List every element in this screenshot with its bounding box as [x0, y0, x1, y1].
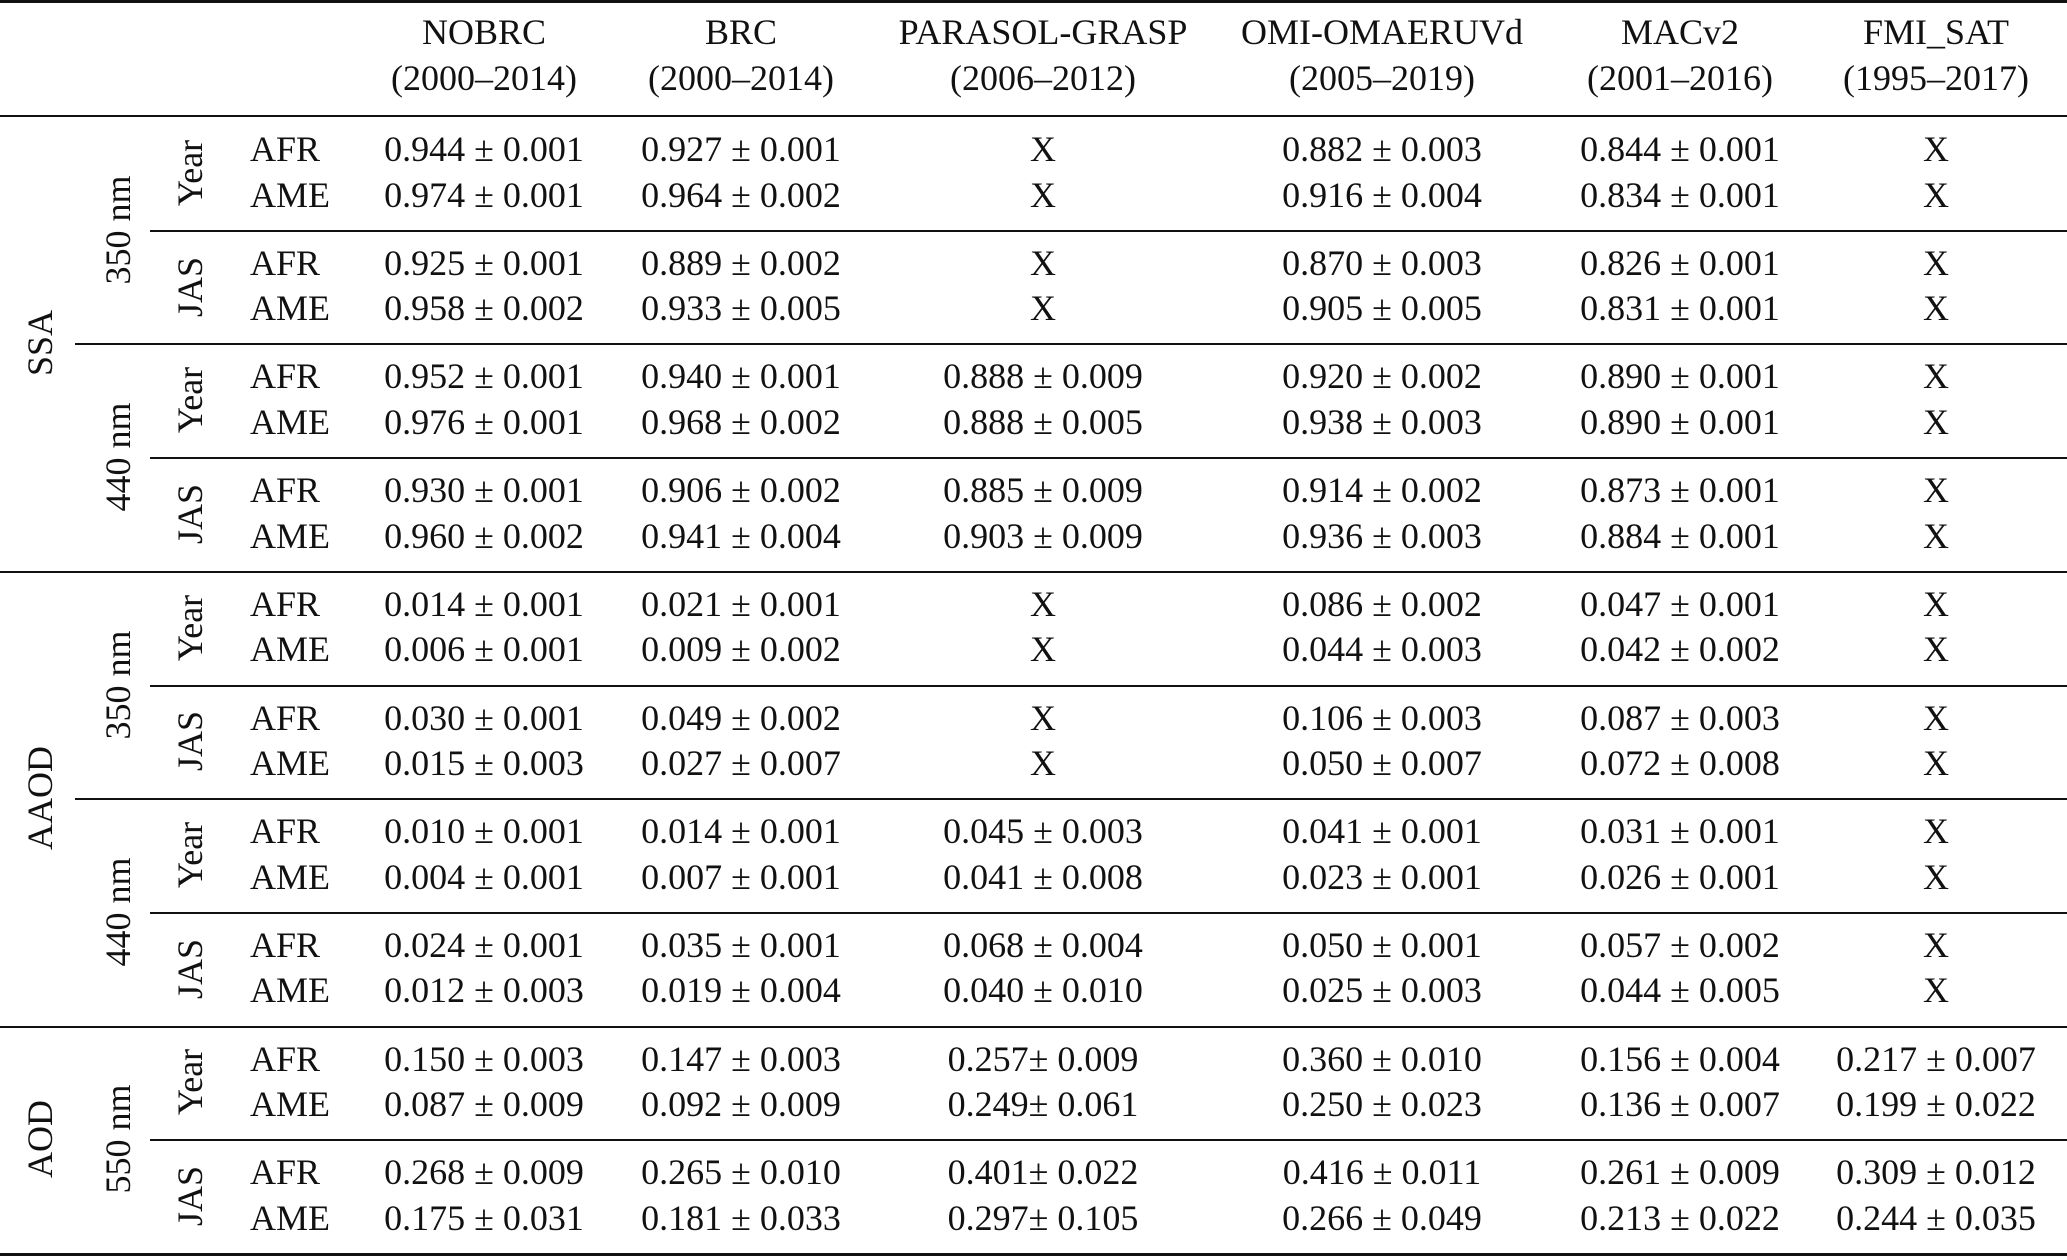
table-cell: 0.261 ± 0.009: [1580, 1152, 1780, 1193]
region-label: AFR: [250, 356, 321, 397]
table-cell: 0.087 ± 0.009: [384, 1084, 584, 1125]
table-cell: 0.938 ± 0.003: [1282, 401, 1482, 442]
table-cell: 0.044 ± 0.003: [1282, 629, 1482, 670]
table-cell: X: [1923, 174, 1949, 215]
table-cell: 0.086 ± 0.002: [1282, 583, 1482, 624]
table-cell: 0.068 ± 0.004: [943, 924, 1143, 965]
table-cell: 0.004 ± 0.001: [384, 856, 584, 897]
table-cell: 0.007 ± 0.001: [641, 856, 841, 897]
table-cell: 0.250 ± 0.023: [1282, 1084, 1482, 1125]
table-cell: 0.045 ± 0.003: [943, 811, 1143, 852]
table-cell: X: [1923, 629, 1949, 670]
table-cell: 0.092 ± 0.009: [641, 1084, 841, 1125]
column-header-period: (2001–2016): [1587, 58, 1773, 98]
column-header-period: (1995–2017): [1843, 58, 2029, 98]
table-cell: 0.914 ± 0.002: [1282, 470, 1482, 511]
table-cell: 0.952 ± 0.001: [384, 356, 584, 397]
table-cell: 0.941 ± 0.004: [641, 515, 841, 556]
table-cell: 0.175 ± 0.031: [384, 1197, 584, 1238]
table-cell: 0.265 ± 0.010: [641, 1152, 841, 1193]
table-cell: 0.906 ± 0.002: [641, 470, 841, 511]
table-cell: X: [1923, 924, 1949, 965]
table-cell: X: [1030, 629, 1056, 670]
table-cell: 0.925 ± 0.001: [384, 242, 584, 283]
table-cell: X: [1923, 697, 1949, 738]
column-header-period: (2006–2012): [950, 58, 1136, 98]
table-cell: 0.831 ± 0.001: [1580, 288, 1780, 329]
table-cell: 0.933 ± 0.005: [641, 288, 841, 329]
table-cell: 0.217 ± 0.007: [1836, 1038, 2036, 1079]
table-cell: 0.882 ± 0.003: [1282, 129, 1482, 169]
table-cell: X: [1923, 401, 1949, 442]
table-cell: 0.050 ± 0.001: [1282, 924, 1482, 965]
table-cell: X: [1923, 515, 1949, 556]
table-cell: 0.106 ± 0.003: [1282, 697, 1482, 738]
table-cell: 0.027 ± 0.007: [641, 743, 841, 783]
wavelength-label: 350 nm: [98, 175, 138, 285]
table-cell: 0.968 ± 0.002: [641, 401, 841, 442]
region-label: AFR: [250, 924, 321, 965]
region-label: AME: [250, 856, 330, 897]
table-cell: 0.257± 0.009: [947, 1038, 1139, 1079]
table-cell: 0.888 ± 0.009: [943, 356, 1143, 397]
table-cell: 0.826 ± 0.001: [1580, 242, 1780, 283]
table-cell: 0.249± 0.061: [947, 1084, 1139, 1125]
column-header-name: NOBRC: [421, 12, 547, 52]
table-cell: X: [1923, 288, 1949, 329]
table-cell: X: [1923, 470, 1949, 511]
table-cell: 0.156 ± 0.004: [1580, 1038, 1780, 1079]
period-label: Year: [170, 367, 210, 434]
table-cell: 0.844 ± 0.001: [1580, 129, 1780, 169]
table-cell: 0.010 ± 0.001: [384, 811, 584, 852]
table-cell: 0.401± 0.022: [947, 1152, 1139, 1193]
table-cell: 0.072 ± 0.008: [1580, 743, 1780, 783]
table-cell: 0.009 ± 0.002: [641, 629, 841, 670]
region-label: AFR: [250, 1038, 321, 1079]
table-cell: 0.150 ± 0.003: [384, 1038, 584, 1079]
wavelength-label: 440 nm: [98, 857, 138, 967]
column-header-period: (2000–2014): [391, 58, 577, 98]
table-cell: X: [1030, 129, 1056, 169]
table-cell: 0.019 ± 0.004: [641, 970, 841, 1011]
table-cell: 0.834 ± 0.001: [1580, 174, 1780, 215]
region-label: AFR: [250, 129, 321, 169]
column-header-name: OMI-OMAERUVd: [1241, 12, 1523, 52]
region-label: AME: [250, 743, 330, 783]
region-label: AFR: [250, 242, 321, 283]
region-label: AME: [250, 174, 330, 215]
region-label: AME: [250, 1197, 330, 1238]
table-cell: X: [1030, 583, 1056, 624]
table-cell: 0.309 ± 0.012: [1836, 1152, 2036, 1193]
table-cell: 0.015 ± 0.003: [384, 743, 584, 783]
period-label: JAS: [170, 711, 210, 772]
table-cell: 0.268 ± 0.009: [384, 1152, 584, 1193]
table-cell: 0.888 ± 0.005: [943, 401, 1143, 442]
region-label: AFR: [250, 583, 321, 624]
region-label: AME: [250, 1084, 330, 1125]
table-cell: 0.047 ± 0.001: [1580, 583, 1780, 624]
table-cell: 0.014 ± 0.001: [641, 811, 841, 852]
table-cell: 0.958 ± 0.002: [384, 288, 584, 329]
period-label: JAS: [170, 938, 210, 999]
period-label: Year: [170, 1049, 210, 1116]
region-label: AFR: [250, 811, 321, 852]
period-divider: [150, 457, 2067, 459]
table-cell: 0.266 ± 0.049: [1282, 1197, 1482, 1238]
region-label: AME: [250, 288, 330, 329]
table-cell: 0.030 ± 0.001: [384, 697, 584, 738]
table-cell: 0.006 ± 0.001: [384, 629, 584, 670]
wavelength-label: 350 nm: [98, 629, 138, 740]
region-label: AME: [250, 515, 330, 556]
quantity-label: AOD: [20, 1100, 60, 1179]
table-cell: 0.023 ± 0.001: [1282, 856, 1482, 897]
table-cell: 0.042 ± 0.002: [1580, 629, 1780, 670]
table-cell: X: [1923, 356, 1949, 397]
table-cell: 0.964 ± 0.002: [641, 174, 841, 215]
region-label: AME: [250, 970, 330, 1011]
region-label: AME: [250, 629, 330, 670]
table-cell: 0.944 ± 0.001: [384, 129, 584, 169]
table-cell: 0.136 ± 0.007: [1580, 1084, 1780, 1125]
period-label: Year: [170, 594, 210, 661]
table-cell: 0.244 ± 0.035: [1836, 1197, 2036, 1238]
table-cell: 0.031 ± 0.001: [1580, 811, 1780, 852]
quantity-label: AAOD: [20, 746, 60, 851]
table-cell: 0.199 ± 0.022: [1836, 1084, 2036, 1125]
table-cell: X: [1030, 697, 1056, 738]
wavelength-label: 440 nm: [98, 402, 138, 512]
table-cell: 0.927 ± 0.001: [641, 129, 841, 169]
table-cell: X: [1030, 288, 1056, 329]
table-cell: 0.035 ± 0.001: [641, 924, 841, 965]
table-cell: 0.057 ± 0.002: [1580, 924, 1780, 965]
table-cell: 0.890 ± 0.001: [1580, 401, 1780, 442]
table-cell: 0.050 ± 0.007: [1282, 743, 1482, 783]
period-label: Year: [170, 139, 210, 207]
table-cell: 0.040 ± 0.010: [943, 970, 1143, 1011]
table-cell: 0.920 ± 0.002: [1282, 356, 1482, 397]
table-cell: 0.041 ± 0.008: [943, 856, 1143, 897]
table-cell: 0.885 ± 0.009: [943, 470, 1143, 511]
region-label: AFR: [250, 697, 321, 738]
column-header-name: PARASOL-GRASP: [898, 12, 1188, 52]
table-cell: 0.049 ± 0.002: [641, 697, 841, 738]
table-cell: 0.147 ± 0.003: [641, 1038, 841, 1079]
table-cell: 0.940 ± 0.001: [641, 356, 841, 397]
wavelength-divider: [75, 798, 2067, 800]
region-label: AFR: [250, 1152, 321, 1193]
table-bottom-rule: [0, 1253, 2067, 1256]
period-divider: [150, 230, 2067, 232]
period-label: JAS: [170, 483, 210, 544]
table-cell: 0.041 ± 0.001: [1282, 811, 1482, 852]
table-cell: 0.903 ± 0.009: [943, 515, 1143, 556]
column-header-name: MACv2: [1620, 12, 1740, 52]
table-cell: 0.297± 0.105: [947, 1197, 1139, 1238]
table-cell: 0.870 ± 0.003: [1282, 242, 1482, 283]
table-cell: X: [1030, 242, 1056, 283]
table-cell: 0.014 ± 0.001: [384, 583, 584, 624]
region-label: AME: [250, 401, 330, 442]
table-cell: X: [1923, 242, 1949, 283]
table-cell: 0.026 ± 0.001: [1580, 856, 1780, 897]
table-cell: X: [1923, 743, 1949, 783]
period-divider: [150, 685, 2067, 687]
table-cell: 0.024 ± 0.001: [384, 924, 584, 965]
table-cell: X: [1923, 856, 1949, 897]
table-cell: 0.890 ± 0.001: [1580, 356, 1780, 397]
table-cell: 0.087 ± 0.003: [1580, 697, 1780, 738]
period-label: JAS: [170, 256, 210, 317]
column-header-name: BRC: [704, 12, 778, 52]
wavelength-label: 550 nm: [98, 1084, 138, 1194]
table-cell: X: [1923, 129, 1949, 169]
table-cell: 0.884 ± 0.001: [1580, 515, 1780, 556]
quantity-divider: [0, 571, 2067, 573]
table-cell: 0.012 ± 0.003: [384, 970, 584, 1011]
table-cell: X: [1923, 811, 1949, 852]
table-cell: 0.960 ± 0.002: [384, 515, 584, 556]
period-divider: [150, 912, 2067, 914]
table-cell: 0.360 ± 0.010: [1282, 1038, 1482, 1079]
table-cell: 0.416 ± 0.011: [1282, 1152, 1482, 1193]
table-cell: 0.025 ± 0.003: [1282, 970, 1482, 1011]
wavelength-divider: [75, 343, 2067, 345]
table-cell: 0.936 ± 0.003: [1282, 515, 1482, 556]
table-cell: 0.021 ± 0.001: [641, 583, 841, 624]
table-top-rule: [0, 0, 2067, 3]
column-header-period: (2000–2014): [648, 58, 834, 98]
table-cell: 0.044 ± 0.005: [1580, 970, 1780, 1011]
table-cell: 0.976 ± 0.001: [384, 401, 584, 442]
table-cell: 0.905 ± 0.005: [1282, 288, 1482, 329]
table-cell: 0.213 ± 0.022: [1580, 1197, 1780, 1238]
column-header-period: (2005–2019): [1289, 58, 1475, 98]
table-cell: 0.930 ± 0.001: [384, 470, 584, 511]
region-label: AFR: [250, 470, 321, 511]
table-cell: 0.181 ± 0.033: [641, 1197, 841, 1238]
column-header-name: FMI_SAT: [1862, 12, 2010, 52]
table-cell: 0.873 ± 0.001: [1580, 470, 1780, 511]
quantity-label: SSA: [20, 310, 60, 377]
period-divider: [150, 1139, 2067, 1141]
table-cell: 0.889 ± 0.002: [641, 242, 841, 283]
table-cell: X: [1923, 970, 1949, 1011]
table-cell: 0.916 ± 0.004: [1282, 174, 1482, 215]
table-cell: X: [1030, 743, 1056, 783]
header-rule: [0, 115, 2067, 117]
period-label: JAS: [170, 1166, 210, 1227]
table-cell: X: [1923, 583, 1949, 624]
period-label: Year: [170, 821, 210, 889]
quantity-divider: [0, 1026, 2067, 1028]
table-cell: 0.974 ± 0.001: [384, 174, 584, 215]
table-cell: X: [1030, 174, 1056, 215]
